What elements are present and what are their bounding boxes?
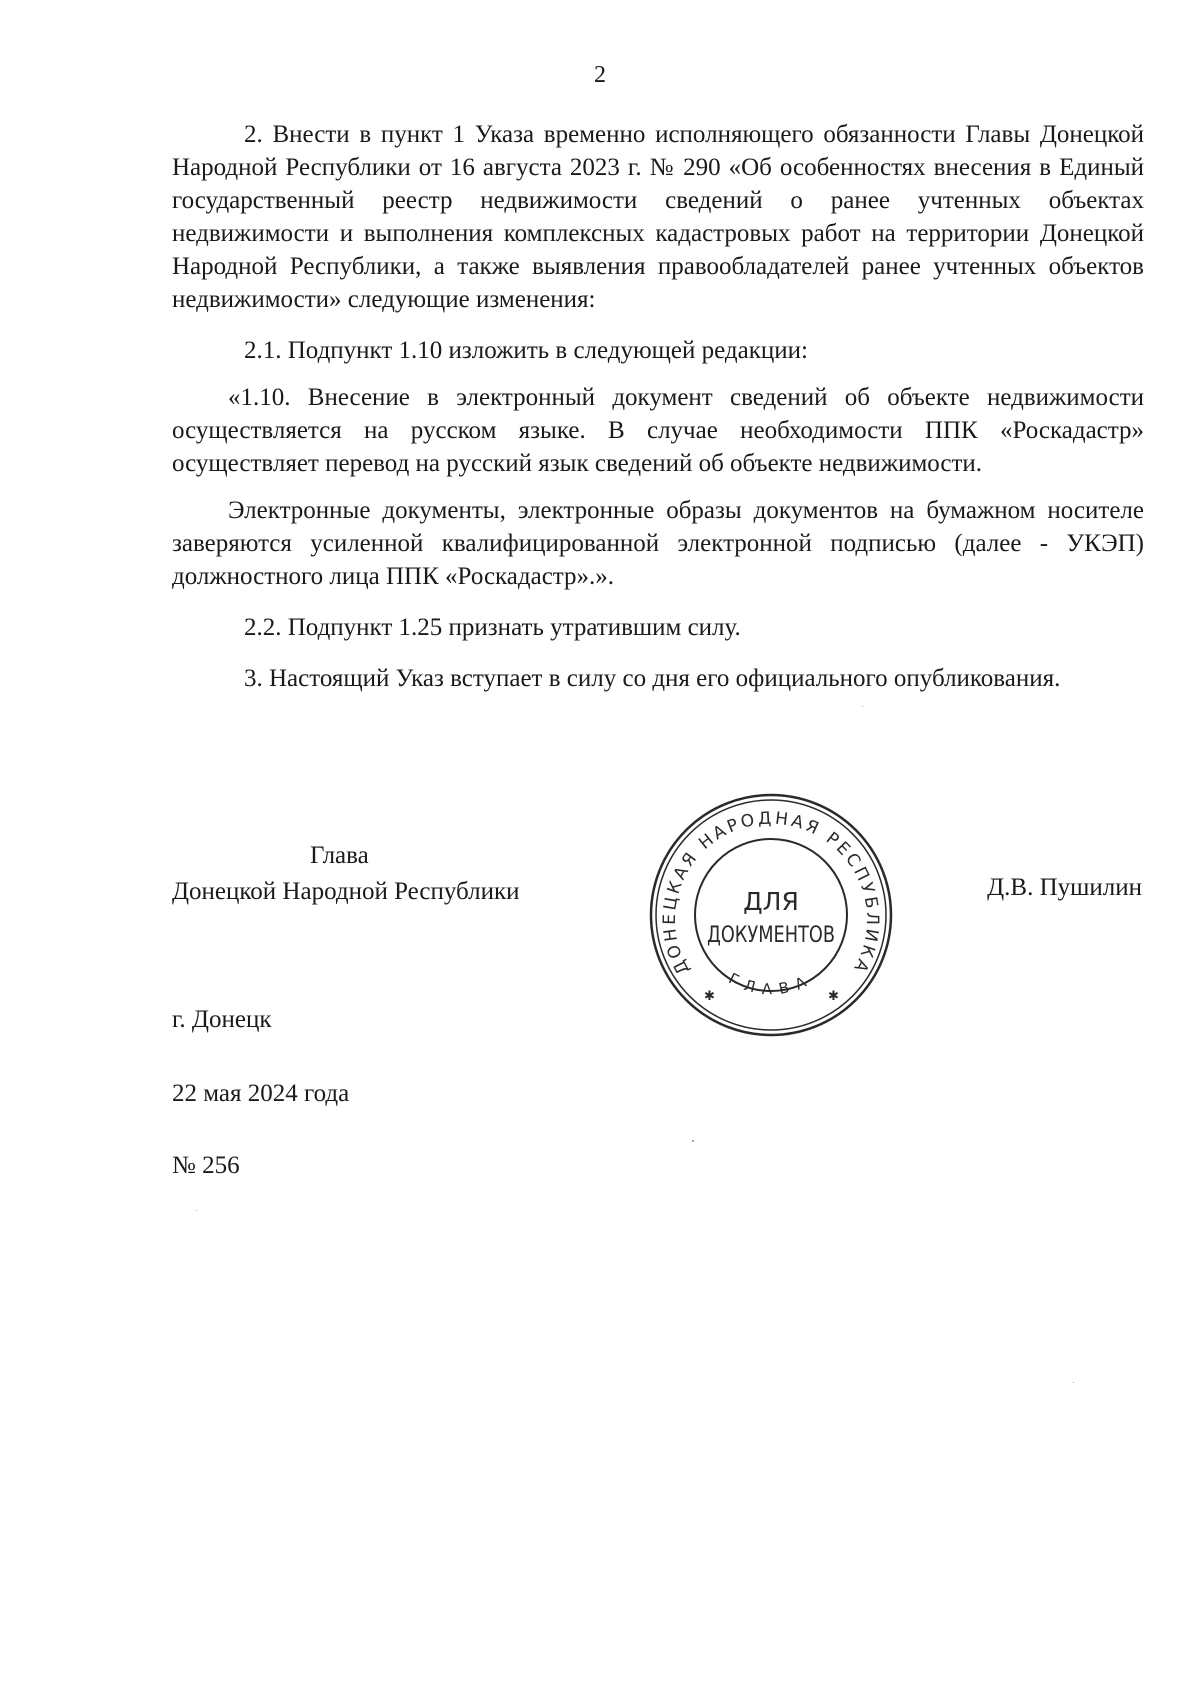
scan-speck (1073, 1382, 1074, 1383)
seal-star-right-icon: ✱ (828, 989, 839, 1004)
scan-speck (862, 706, 863, 707)
signatory-title-line2: Донецкой Народной Республики (172, 878, 520, 905)
document-date: 22 мая 2024 года (172, 1080, 350, 1107)
page-number: 2 (594, 62, 606, 88)
scan-speck (196, 1210, 197, 1211)
seal-outer-text: ДОНЕЦКАЯ НАРОДНАЯ РЕСПУБЛИКА (659, 808, 883, 978)
signatory-title (172, 838, 520, 910)
signatory-title-line1: Глава (310, 842, 369, 869)
official-seal (648, 792, 894, 1038)
paragraph-item-2-1: 2.1. Подпункт 1.10 изложить в следующей редакции: (244, 337, 808, 364)
document-body (172, 118, 1144, 695)
scan-speck (692, 1140, 694, 1142)
document-city: г. Донецк (172, 1006, 272, 1033)
paragraph-electronic-documents: Электронные документы, электронные образы документов на бумажном носителе заверяются усиленной квалифицированной электронной подписью (далее - УКЭП) должностного лица ППК «Роскадастр».». (172, 497, 1144, 590)
document-number: № 256 (172, 1152, 240, 1179)
seal-center-line1: ДЛЯ (743, 887, 799, 916)
paragraph-item-2-2: 2.2. Подпункт 1.25 признать утратившим силу. (244, 614, 741, 641)
seal-star-left-icon: ✱ (704, 989, 715, 1004)
paragraph-item-2: 2. Внести в пункт 1 Указа временно исполняющего обязанности Главы Донецкой Народной Республики от 16 августа 2023 г. № 290 «Об особенностях внесения в Единый государственный реестр недвижимости сведений о ранее учтенных объектах недвижимости и выполнения комплексных кадастровых работ на территории Донецкой Народной Республики, а также выявления правообладателей ранее учтенных объектов недвижимости» следующие изменения: (172, 121, 1144, 313)
paragraph-item-3: 3. Настоящий Указ вступает в силу со дня его официального опубликования. (244, 665, 1061, 692)
seal-graphic (648, 792, 894, 1038)
paragraph-subitem-1-10: «1.10. Внесение в электронный документ сведений об объекте недвижимости осуществляется на русском языке. В случае необходимости ППК «Роскадастр» осуществляет перевод на русский язык сведений об объекте недвижимости. (172, 384, 1144, 477)
seal-center-line2: ДОКУМЕНТОВ (707, 923, 835, 948)
signatory-name: Д.В. Пушилин (987, 874, 1142, 901)
svg-text:ГЛАВА (726, 969, 816, 998)
seal-bottom-text: ГЛАВА (725, 969, 817, 999)
